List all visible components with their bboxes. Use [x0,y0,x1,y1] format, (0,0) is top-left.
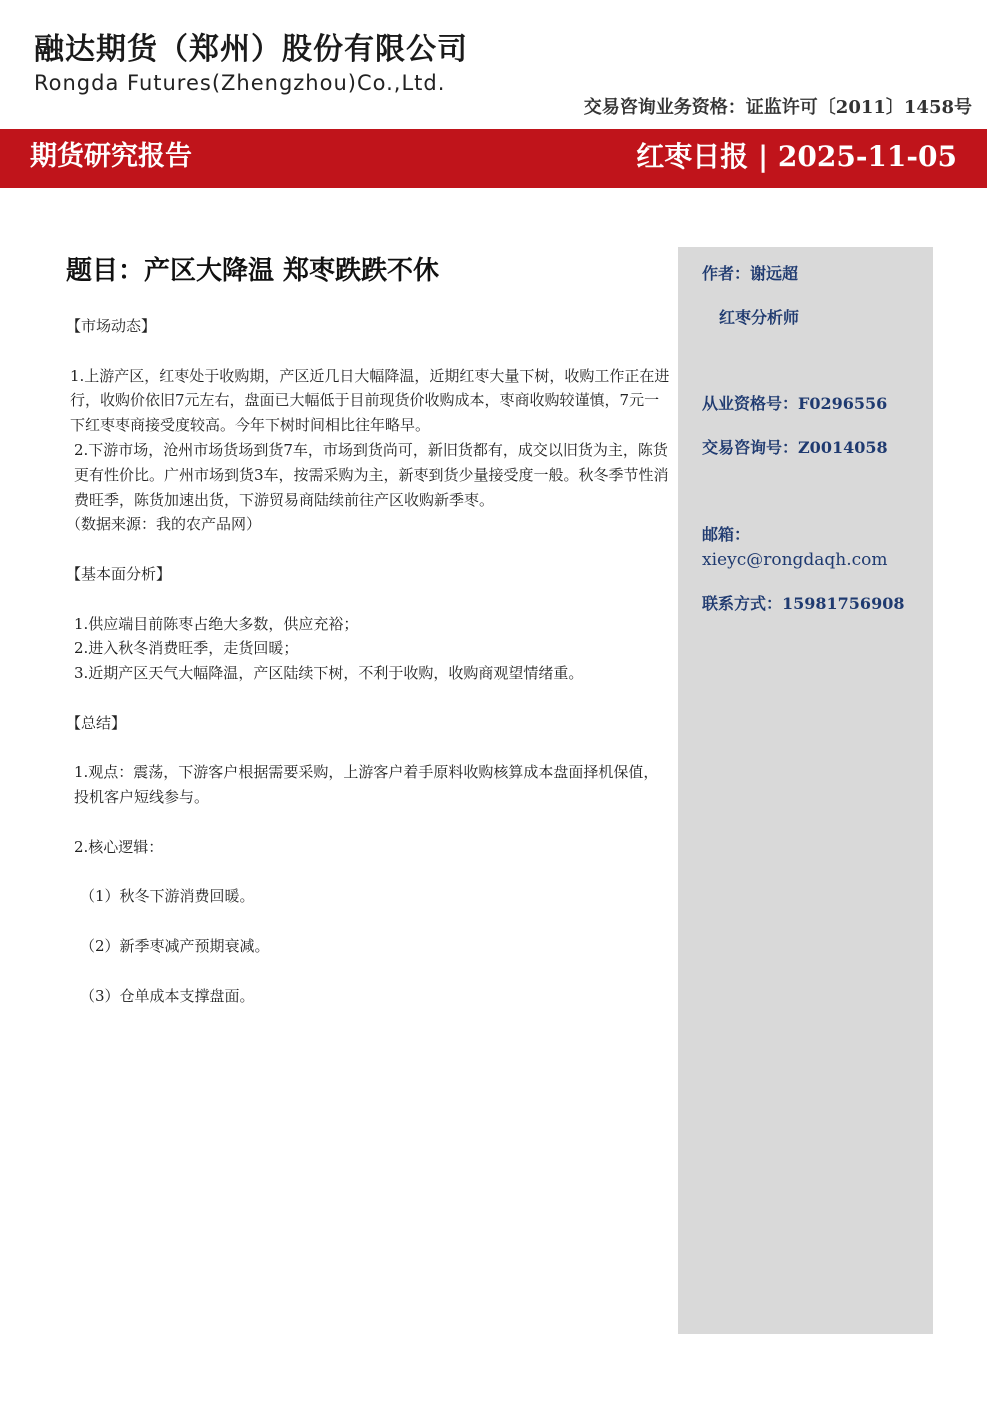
report-name-date: 红枣日报 | 2025-11-05 [636,140,957,173]
company-name-cn: 融达期货（郑州）股份有限公司 [34,32,468,67]
company-name-en: Rongda Futures(Zhengzhou)Co.,Ltd. [34,71,446,95]
summary-core-logic: 2.核心逻辑： [74,837,164,856]
fundamentals-item-1: 1.供应端目前陈枣占绝大多数，供应充裕； [74,614,359,633]
author-role: 红枣分析师 [719,308,800,327]
fundamentals-item-3: 3.近期产区天气大幅降温，产区陆续下树，不利于收购，收购商观望情绪重。 [74,664,584,683]
report-type: 期货研究报告 [30,141,192,172]
market-paragraph-2: 2.下游市场，沧州市场货场到货7车，市场到货尚可，新旧货都有，成交以旧货为主，陈货更有性价比。广州市场到货3车，按需采购为主，新枣到货少量接受度一般。秋冬季节性消费旺季，陈货加速出货，下游贸易商陆续前往产区收购新季枣。 [74,440,669,509]
license-info: 交易咨询业务资格：证监许可〔2011〕1458号 [583,97,972,118]
qualification-number: 从业资格号：F0296556 [702,394,888,413]
author-sidebar [678,247,933,1334]
core-logic-item-2: （2）新季枣减产预期衰减。 [80,936,270,955]
core-logic-item-3: （3）仓单成本支撑盘面。 [80,986,255,1005]
consult-number: 交易咨询号：Z0014058 [702,438,888,457]
summary-view: 1.观点：震荡，下游客户根据需要采购，上游客户着手原料收购核算成本盘面择机保值，投机客户短线参与。 [74,763,659,807]
section-heading-summary: 【总结】 [66,713,127,732]
email-address[interactable]: xieyc@rongdaqh.com [702,550,888,570]
article-body [66,252,670,1008]
report-banner [0,129,987,188]
section-heading-fundamentals: 【基本面分析】 [66,564,172,583]
section-heading-market: 【市场动态】 [66,317,157,335]
phone-contact: 联系方式：15981756908 [702,594,905,613]
core-logic-item-1: （1）秋冬下游消费回暖。 [80,887,255,906]
market-paragraph-1: 1.上游产区，红枣处于收购期，产区近几日大幅降温，近期红枣大量下树，收购工作正在进行，收购价依旧7元左右，盘面已大幅低于目前现货价收购成本，枣商收购较谨慎，7元一下红枣枣商接受度较高。今年下树时间相比往年略早。 [70,366,670,435]
data-source-note: （数据来源：我的农产品网） [66,515,262,534]
fundamentals-item-2: 2.进入秋冬消费旺季，走货回暖； [74,639,299,658]
email-label: 邮箱： [702,525,751,544]
author-name: 作者：谢远超 [702,264,799,283]
article-title: 题目：产区大降温 郑枣跌跌不休 [66,256,440,286]
